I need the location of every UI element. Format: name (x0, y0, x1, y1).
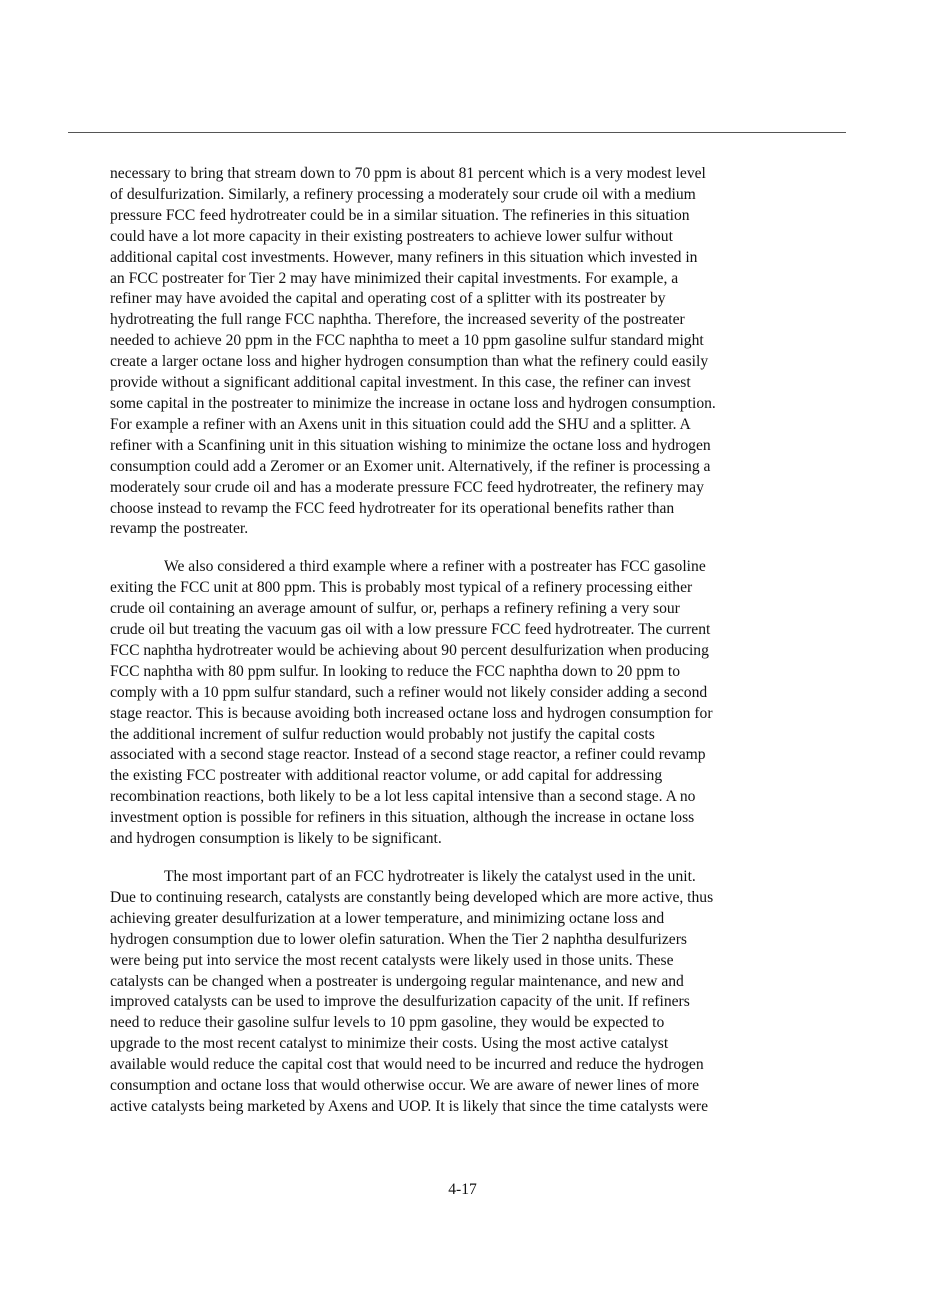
text-line: needed to achieve 20 ppm in the FCC naphtha to meet a 10 ppm gasoline sulfur standard might (110, 332, 704, 350)
text-line: could have a lot more capacity in their existing postreaters to achieve lower sulfur without (110, 227, 673, 245)
text-line: consumption and octane loss that would otherwise occur. We are aware of newer lines of more (110, 1077, 700, 1095)
text-line: recombination reactions, both likely to be a lot less capital intensive than a second stage. A no (110, 788, 696, 806)
text-line: hydrotreating the full range FCC naphtha. Therefore, the increased severity of the postreater (110, 311, 685, 329)
text-line: refiner may have avoided the capital and operating cost of a splitter with its postreater by (110, 290, 666, 308)
text-line: refiner with a Scanfining unit in this situation wishing to minimize the octane loss and hydrogen (110, 436, 711, 454)
body-text (110, 164, 820, 1135)
text-line: available would reduce the capital cost that would need to be incurred and reduce the hydrogen (110, 1056, 704, 1074)
header-divider (68, 132, 846, 133)
text-line: some capital in the postreater to minimize the increase in octane loss and hydrogen consumption. (110, 394, 716, 412)
text-line: and hydrogen consumption is likely to be significant. (110, 830, 442, 848)
paragraph-2 (110, 557, 820, 850)
text-line: achieving greater desulfurization at a lower temperature, and minimizing octane loss and (110, 909, 665, 927)
paragraph-3 (110, 867, 820, 1118)
text-line: comply with a 10 ppm sulfur standard, such a refiner would not likely consider adding a second (110, 683, 708, 701)
text-line: create a larger octane loss and higher hydrogen consumption than what the refinery could easily (110, 353, 709, 371)
text-line: necessary to bring that stream down to 70 ppm is about 81 percent which is a very modest level (110, 165, 706, 182)
text-line: investment option is possible for refiners in this situation, although the increase in octane loss (110, 809, 695, 827)
text-line: Due to continuing research, catalysts are constantly being developed which are more active, thus (110, 888, 714, 906)
text-line: crude oil containing an average amount of sulfur, or, perhaps a refinery refining a very sour (110, 600, 680, 618)
text-line: of desulfurization. Similarly, a refinery processing a moderately sour crude oil with a medium (110, 185, 696, 203)
text-line: moderately sour crude oil and has a moderate pressure FCC feed hydrotreater, the refinery may (110, 478, 704, 496)
text-line: stage reactor. This is because avoiding both increased octane loss and hydrogen consumption for (110, 704, 713, 722)
text-line: crude oil but treating the vacuum gas oil with a low pressure FCC feed hydrotreater. The current (110, 621, 711, 639)
text-line: upgrade to the most recent catalyst to minimize their costs. Using the most active catalyst (110, 1035, 669, 1053)
text-line: provide without a significant additional capital investment. In this case, the refiner can invest (110, 374, 691, 392)
text-line: choose instead to revamp the FCC feed hydrotreater for its operational benefits rather than (110, 499, 675, 517)
text-line: FCC naphtha hydrotreater would be achieving about 90 percent desulfurization when producing (110, 641, 709, 659)
text-line: For example a refiner with an Axens unit in this situation could add the SHU and a splitter. A (110, 415, 691, 433)
text-line: The most important part of an FCC hydrotreater is likely the catalyst used in the unit. (164, 868, 696, 885)
text-line: associated with a second stage reactor. Instead of a second stage reactor, a refiner could revamp (110, 746, 706, 764)
paragraph-1 (110, 164, 820, 540)
text-line: the additional increment of sulfur reduction would probably not justify the capital costs (110, 725, 655, 743)
text-line: exiting the FCC unit at 800 ppm. This is probably most typical of a refinery processing either (110, 579, 693, 597)
text-line: catalysts can be changed when a postreater is undergoing regular maintenance, and new and (110, 972, 684, 990)
page-number: 4-17 (448, 1181, 477, 1198)
text-line: the existing FCC postreater with additional reactor volume, or add capital for addressing (110, 767, 663, 785)
text-line: revamp the postreater. (110, 520, 249, 538)
text-line: need to reduce their gasoline sulfur levels to 10 ppm gasoline, they would be expected to (110, 1014, 665, 1032)
text-line: We also considered a third example where a refiner with a postreater has FCC gasoline (164, 558, 706, 576)
text-line: pressure FCC feed hydrotreater could be in a similar situation. The refineries in this situation (110, 206, 690, 224)
text-line: additional capital cost investments. However, many refiners in this situation which invested in (110, 248, 698, 266)
text-line: an FCC postreater for Tier 2 may have minimized their capital investments. For example, a (110, 269, 679, 287)
text-line: FCC naphtha with 80 ppm sulfur. In looking to reduce the FCC naphtha down to 20 ppm to (110, 662, 681, 680)
text-line: hydrogen consumption due to lower olefin saturation. When the Tier 2 naphtha desulfurizers (110, 930, 687, 948)
text-line: consumption could add a Zeromer or an Exomer unit. Alternatively, if the refiner is processing a (110, 457, 711, 475)
text-line: active catalysts being marketed by Axens and UOP. It is likely that since the time catalysts were (110, 1097, 709, 1115)
text-line: were being put into service the most recent catalysts were likely used in those units. These (110, 951, 674, 969)
text-line: improved catalysts can be used to improve the desulfurization capacity of the unit. If refiners (110, 993, 690, 1011)
